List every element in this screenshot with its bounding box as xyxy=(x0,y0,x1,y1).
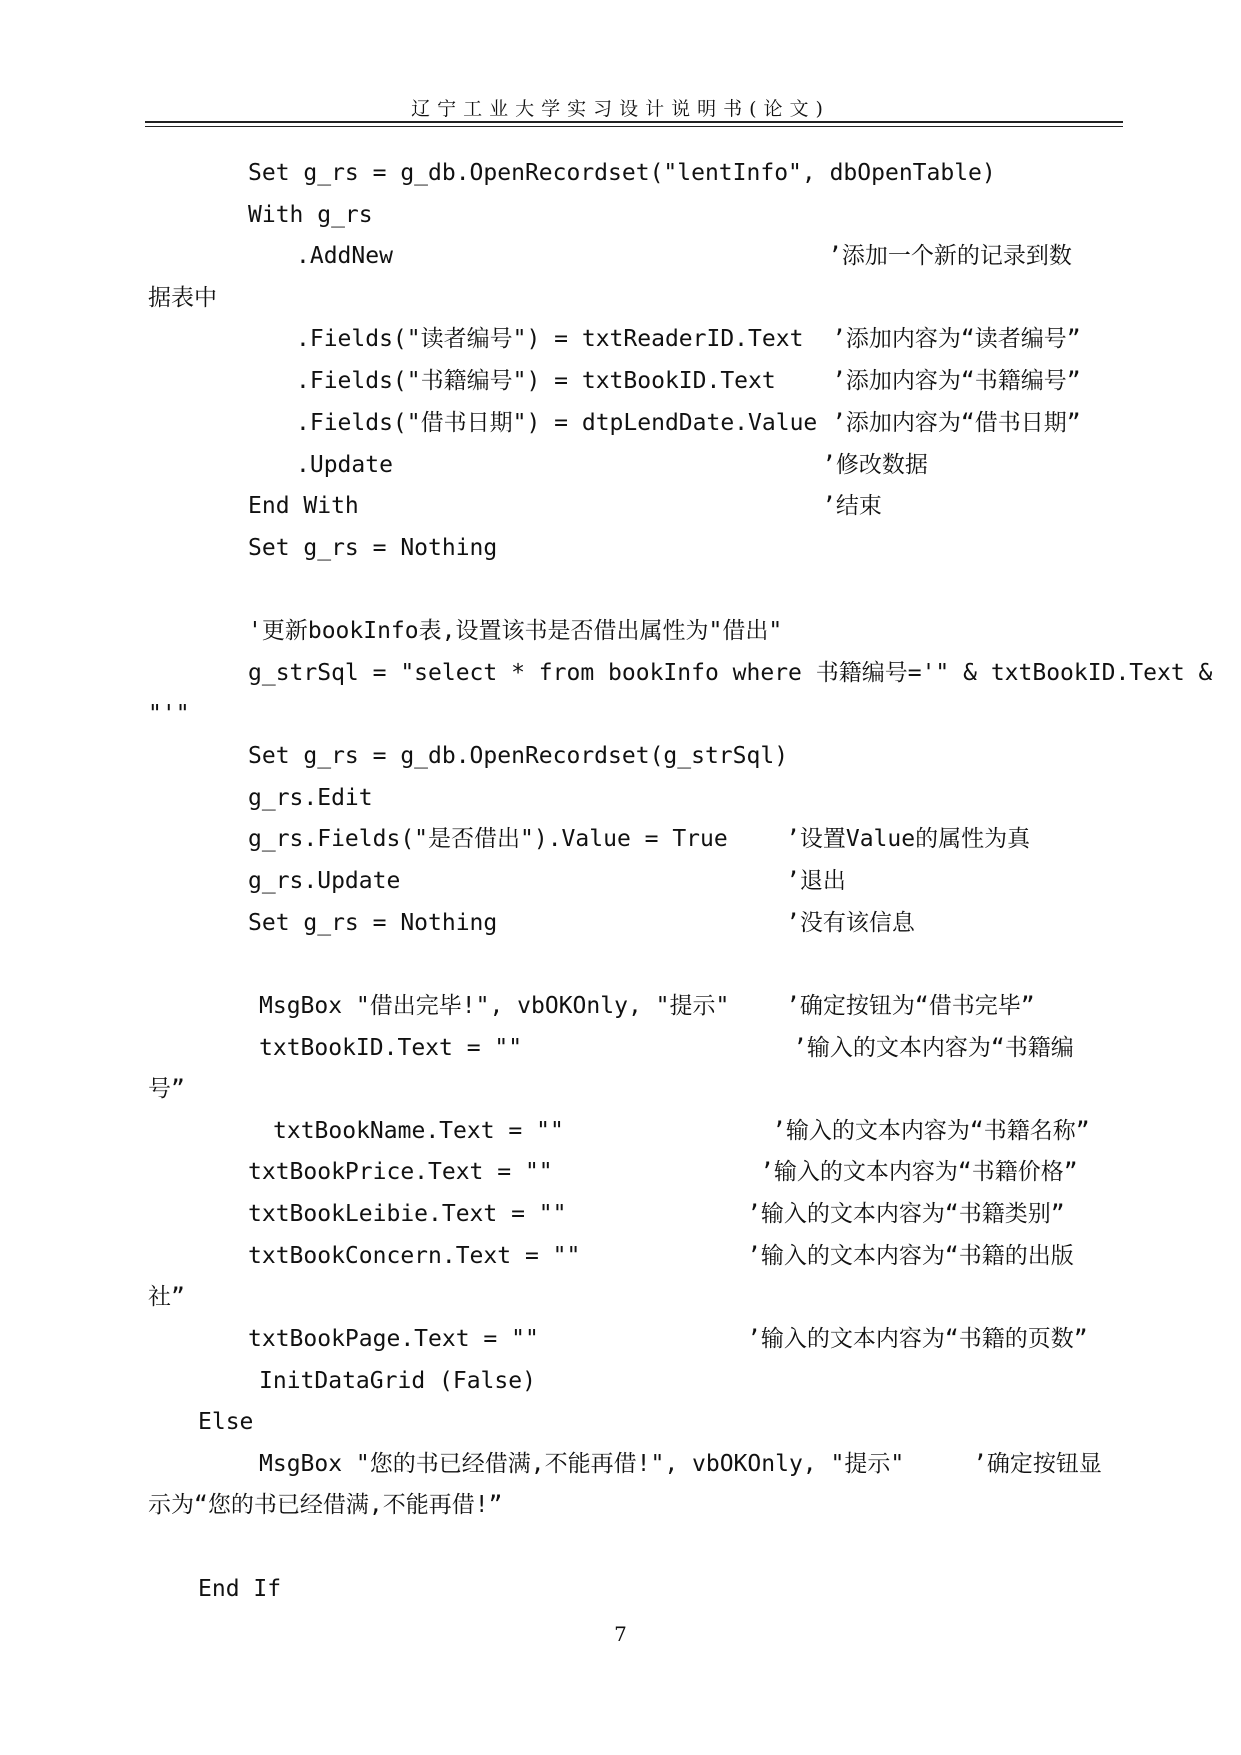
code-line: Else xyxy=(198,1409,254,1435)
code-line: g_rs.Edit xyxy=(248,785,373,811)
code-line: 号” xyxy=(148,1076,185,1102)
code-comment: ’退出 xyxy=(786,868,846,894)
code-line: Set g_rs = Nothing xyxy=(248,535,498,561)
code-comment: ’结束 xyxy=(822,493,882,519)
code-line: g_rs.Update xyxy=(248,868,401,894)
page-number: 7 xyxy=(614,1622,627,1646)
code-line: Set g_rs = g_db.OpenRecordset(g_strSql) xyxy=(248,743,789,769)
code-comment: ’输入的文本内容为“书籍类别” xyxy=(747,1201,1065,1227)
code-line: txtBookLeibie.Text = "" xyxy=(248,1201,567,1227)
code-line: .AddNew xyxy=(296,243,393,269)
code-line: txtBookPrice.Text = "" xyxy=(248,1159,553,1185)
code-comment: ’设置Value的属性为真 xyxy=(786,826,1031,852)
code-comment: ’添加内容为“读者编号” xyxy=(832,326,1081,352)
code-comment: ’确定按钮显 xyxy=(973,1451,1102,1477)
code-line: .Fields("读者编号") = txtReaderID.Text xyxy=(296,326,804,352)
code-comment: ’输入的文本内容为“书籍价格” xyxy=(760,1159,1078,1185)
code-line: InitDataGrid (False) xyxy=(259,1368,536,1394)
header-rule-thick xyxy=(145,121,1123,123)
code-line: MsgBox "借出完毕!", vbOKOnly, "提示" xyxy=(259,993,730,1019)
code-line: g_strSql = "select * from bookInfo where 书籍编号='" & txtBookID.Text & xyxy=(248,660,1213,686)
header-rule-thin xyxy=(145,126,1123,127)
code-line: txtBookPage.Text = "" xyxy=(248,1326,539,1352)
code-line: '更新bookInfo表,设置该书是否借出属性为"借出" xyxy=(248,618,783,644)
code-comment: ’输入的文本内容为“书籍的出版 xyxy=(747,1243,1074,1269)
code-line: Set g_rs = g_db.OpenRecordset("lentInfo", dbOpenTable) xyxy=(248,160,996,186)
code-line: .Fields("借书日期") = dtpLendDate.Value xyxy=(296,410,818,436)
code-line: 社” xyxy=(148,1284,185,1310)
code-line: "'" xyxy=(148,701,190,727)
code-line: 示为“您的书已经借满,不能再借!” xyxy=(148,1492,503,1518)
code-line: g_rs.Fields("是否借出").Value = True xyxy=(248,826,728,852)
code-comment: ’输入的文本内容为“书籍编 xyxy=(793,1035,1074,1061)
code-line: .Fields("书籍编号") = txtBookID.Text xyxy=(296,368,776,394)
code-comment: ’输入的文本内容为“书籍名称” xyxy=(772,1118,1090,1144)
code-comment: ’添加内容为“书籍编号” xyxy=(832,368,1081,394)
code-comment: ’确定按钮为“借书完毕” xyxy=(786,993,1035,1019)
code-line: txtBookConcern.Text = "" xyxy=(248,1243,581,1269)
code-line: MsgBox "您的书已经借满,不能再借!", vbOKOnly, "提示" xyxy=(259,1451,905,1477)
code-comment: ’没有该信息 xyxy=(786,910,915,936)
page-header-title: 辽宁工业大学实习设计说明书(论文) xyxy=(411,98,830,120)
code-line: End With xyxy=(248,493,359,519)
code-line: .Update xyxy=(296,452,393,478)
code-line: 据表中 xyxy=(148,285,217,311)
code-comment: ’添加一个新的记录到数 xyxy=(828,243,1072,269)
code-line: txtBookID.Text = "" xyxy=(259,1035,523,1061)
code-comment: ’修改数据 xyxy=(822,452,928,478)
code-line: With g_rs xyxy=(248,202,373,228)
code-line: Set g_rs = Nothing xyxy=(248,910,498,936)
code-comment: ’输入的文本内容为“书籍的页数” xyxy=(747,1326,1088,1352)
code-line: txtBookName.Text = "" xyxy=(273,1118,564,1144)
code-line: End If xyxy=(198,1576,282,1602)
code-comment: ’添加内容为“借书日期” xyxy=(832,410,1081,436)
